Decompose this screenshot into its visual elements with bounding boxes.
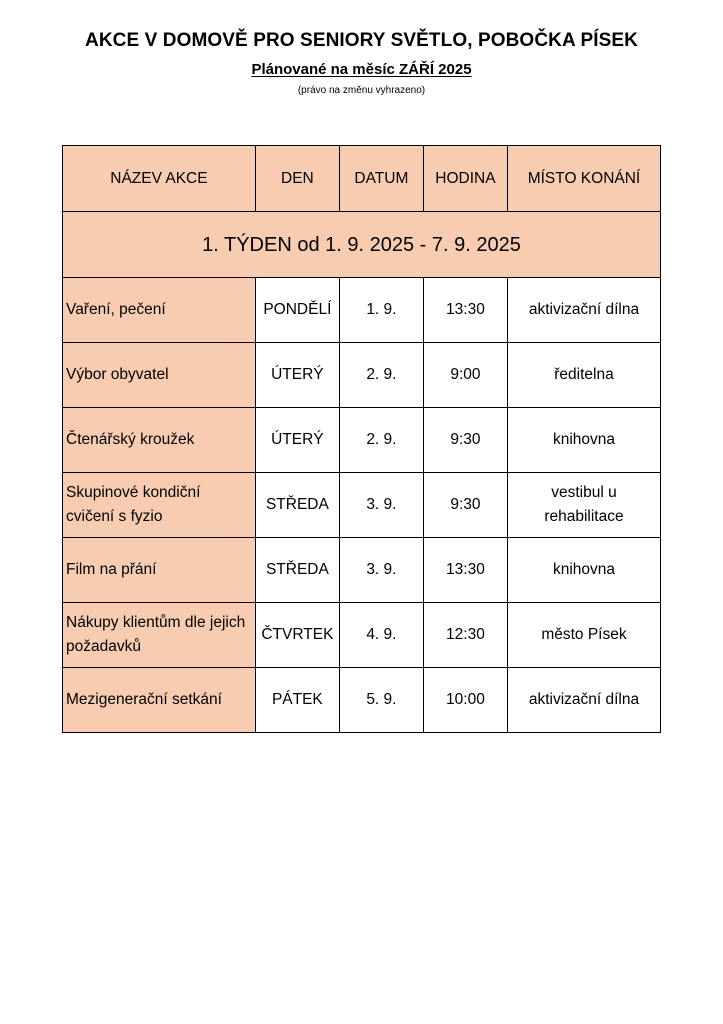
event-date: 1. 9.: [339, 278, 423, 343]
event-time: 9:30: [423, 473, 507, 538]
event-time: 13:30: [423, 278, 507, 343]
event-time: 9:00: [423, 343, 507, 408]
column-header-time: HODINA: [423, 146, 507, 212]
table-row: [63, 278, 661, 343]
table-row: [63, 343, 661, 408]
event-time: 9:30: [423, 408, 507, 473]
table-row: [63, 408, 661, 473]
event-name: Čtenářský kroužek: [63, 408, 256, 473]
week-label: 1. TÝDEN od 1. 9. 2025 - 7. 9. 2025: [63, 212, 661, 278]
page-title: AKCE V DOMOVĚ PRO SENIORY SVĚTLO, POBOČKA PÍSEK: [85, 30, 638, 51]
event-place: knihovna: [507, 538, 660, 603]
event-place: aktivizační dílna: [507, 278, 660, 343]
week-row: [63, 212, 661, 278]
event-time: 10:00: [423, 668, 507, 733]
event-time: 12:30: [423, 603, 507, 668]
column-header-place: MÍSTO KONÁNÍ: [507, 146, 660, 212]
column-header-name: NÁZEV AKCE: [63, 146, 256, 212]
event-name: Výbor obyvatel: [63, 343, 256, 408]
table-row: [63, 668, 661, 733]
event-day: PÁTEK: [255, 668, 339, 733]
event-place: město Písek: [507, 603, 660, 668]
event-day: PONDĚLÍ: [255, 278, 339, 343]
event-day: STŘEDA: [255, 538, 339, 603]
event-day: ÚTERÝ: [255, 408, 339, 473]
event-day: ČTVRTEK: [255, 603, 339, 668]
event-date: 3. 9.: [339, 538, 423, 603]
event-place: aktivizační dílna: [507, 668, 660, 733]
table-row: [63, 538, 661, 603]
column-header-day: DEN: [255, 146, 339, 212]
page-subtitle: [0, 61, 723, 78]
events-table: [62, 145, 661, 733]
event-date: 2. 9.: [339, 408, 423, 473]
table-row: [63, 603, 661, 668]
event-place: vestibul u rehabilitace: [507, 473, 660, 538]
column-header-date: DATUM: [339, 146, 423, 212]
subtitle-text: Plánované na měsíc ZÁŘÍ 2025: [251, 61, 472, 78]
event-name: Skupinové kondiční cvičení s fyzio: [63, 473, 256, 538]
table-row: [63, 473, 661, 538]
event-date: 4. 9.: [339, 603, 423, 668]
event-date: 5. 9.: [339, 668, 423, 733]
event-place: knihovna: [507, 408, 660, 473]
event-place: ředitelna: [507, 343, 660, 408]
event-date: 3. 9.: [339, 473, 423, 538]
event-name: Film na přání: [63, 538, 256, 603]
event-date: 2. 9.: [339, 343, 423, 408]
table-header-row: [63, 146, 661, 212]
event-name: Mezigenerační setkání: [63, 668, 256, 733]
change-note: (právo na změnu vyhrazeno): [297, 85, 426, 96]
event-day: STŘEDA: [255, 473, 339, 538]
event-name: Nákupy klientům dle jejich požadavků: [63, 603, 256, 668]
event-day: ÚTERÝ: [255, 343, 339, 408]
event-time: 13:30: [423, 538, 507, 603]
event-name: Vaření, pečení: [63, 278, 256, 343]
